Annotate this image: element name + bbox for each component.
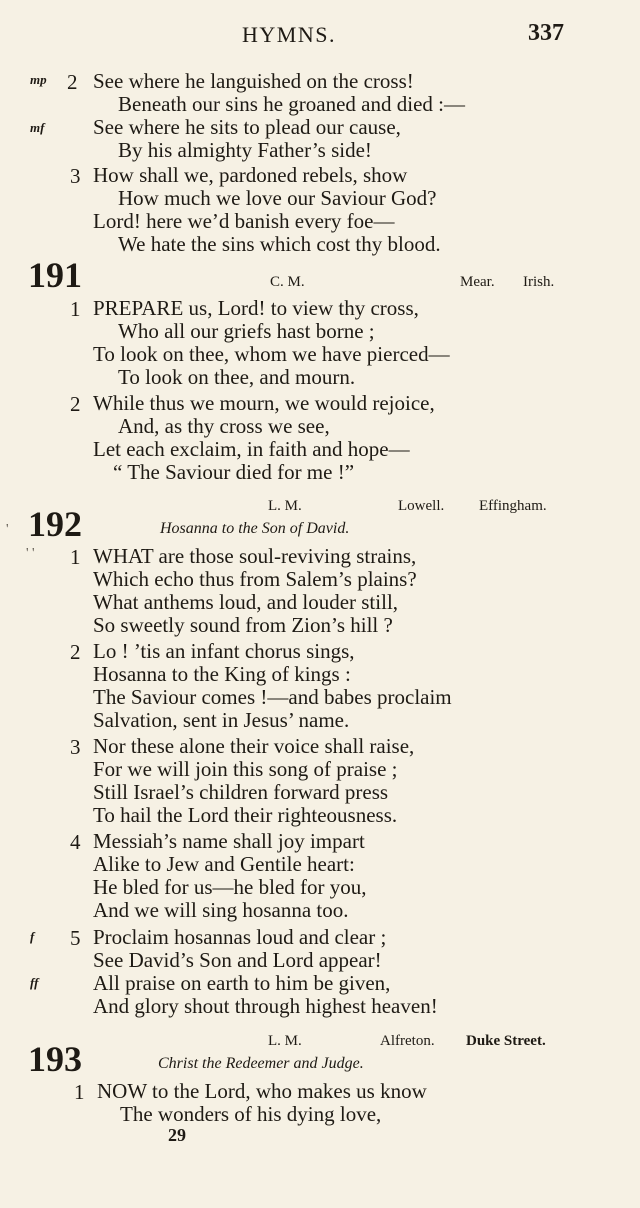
dynamic-mark: f	[30, 929, 35, 944]
tune-name: Lowell.	[398, 498, 445, 514]
verse-line: How shall we, pardoned rebels, show	[93, 163, 408, 187]
verse-number: 3	[70, 164, 81, 188]
verse-line: See where he languished on the cross!	[93, 69, 414, 93]
verse-line: And glory shout through highest heaven!	[93, 994, 438, 1018]
verse-line: The Saviour comes !—and babes proclaim	[93, 685, 452, 709]
verse-line: So sweetly sound from Zion’s hill ?	[93, 613, 393, 637]
verse-line: Which echo thus from Salem’s plains?	[93, 567, 417, 591]
verse-line: Lo ! ’tis an infant chorus sings,	[93, 639, 355, 663]
tune-name: Irish.	[523, 274, 555, 290]
hymn-subtitle: Hosanna to the Son of David.	[160, 520, 350, 537]
tune-name: Mear.	[460, 274, 495, 290]
verse-line: PREPARE us, Lord! to view thy cross,	[93, 296, 419, 320]
verse-number: 1	[74, 1080, 85, 1104]
verse-number: 1	[70, 297, 81, 321]
verse-line: How much we love our Saviour God?	[118, 186, 437, 210]
tune-name: Effingham.	[479, 498, 547, 514]
verse-line: Messiah’s name shall joy impart	[93, 829, 365, 853]
verse-line: And we will sing hosanna too.	[93, 898, 349, 922]
hymn-subtitle: Christ the Redeemer and Judge.	[158, 1055, 364, 1072]
verse-number: 1	[70, 545, 81, 569]
page-number: 337	[528, 20, 564, 46]
dynamic-mark: mp	[30, 72, 47, 87]
verse-line: Nor these alone their voice shall raise,	[93, 734, 415, 758]
verse-line: Who all our griefs hast borne ;	[118, 319, 375, 343]
tune-name: Duke Street.	[466, 1033, 546, 1049]
verse-line: For we will join this song of praise ;	[93, 757, 398, 781]
verse-line: To look on thee, and mourn.	[118, 365, 356, 389]
hymn-number: 193	[28, 1039, 82, 1079]
verse-line: All praise on earth to him be given,	[93, 971, 391, 995]
verse-line: See where he sits to plead our cause,	[93, 115, 401, 139]
verse-line: We hate the sins which cost thy blood.	[118, 232, 441, 256]
hymn-meter: C. M.	[270, 274, 305, 290]
margin-tick: '	[6, 522, 9, 537]
verse-line: Proclaim hosannas loud and clear ;	[93, 925, 387, 949]
verse-line: Beneath our sins he groaned and died :—	[118, 92, 465, 116]
verse-number: 2	[67, 70, 78, 94]
verse-line: Hosanna to the King of kings :	[93, 662, 351, 686]
hymn-number: 191	[28, 255, 82, 295]
verse-line: Alike to Jew and Gentile heart:	[93, 852, 355, 876]
hymn-meter: L. M.	[268, 1033, 302, 1049]
hymn-number: 192	[28, 504, 82, 544]
verse-line: What anthems loud, and louder still,	[93, 590, 399, 614]
verse-line: NOW to the Lord, who makes us know	[97, 1079, 427, 1103]
dynamic-mark: ff	[30, 975, 39, 990]
verse-line: WHAT are those soul-reviving strains,	[93, 544, 417, 568]
verse-line: Let each exclaim, in faith and hope—	[93, 437, 410, 461]
verse-line: While thus we mourn, we would rejoice,	[93, 391, 435, 415]
verse-line: And, as thy cross we see,	[118, 414, 330, 438]
verse-line: Salvation, sent in Jesus’ name.	[93, 708, 350, 732]
verse-number: 3	[70, 735, 81, 759]
margin-tick: ' '	[26, 546, 35, 561]
verse-number: 2	[70, 392, 81, 416]
verse-line: To hail the Lord their righteousness.	[93, 803, 398, 827]
verse-line: He bled for us—he bled for you,	[93, 875, 367, 899]
verse-line: “ The Saviour died for me !”	[113, 460, 355, 484]
verse-number: 5	[70, 926, 81, 950]
verse-line: The wonders of his dying love,	[120, 1102, 382, 1126]
verse-line: To look on thee, whom we have pierced—	[93, 342, 450, 366]
verse-line: See David’s Son and Lord appear!	[93, 948, 382, 972]
verse-line: By his almighty Father’s side!	[118, 138, 372, 162]
running-header-title: HYMNS.	[242, 22, 336, 47]
signature-mark: 29	[168, 1125, 186, 1145]
verse-line: Lord! here we’d banish every foe—	[93, 209, 395, 233]
tune-name: Alfreton.	[380, 1033, 435, 1049]
verse-number: 2	[70, 640, 81, 664]
dynamic-mark: mf	[30, 120, 45, 135]
verse-line: Still Israel’s children forward press	[93, 780, 389, 804]
verse-number: 4	[70, 830, 81, 854]
hymn-meter: L. M.	[268, 498, 302, 514]
